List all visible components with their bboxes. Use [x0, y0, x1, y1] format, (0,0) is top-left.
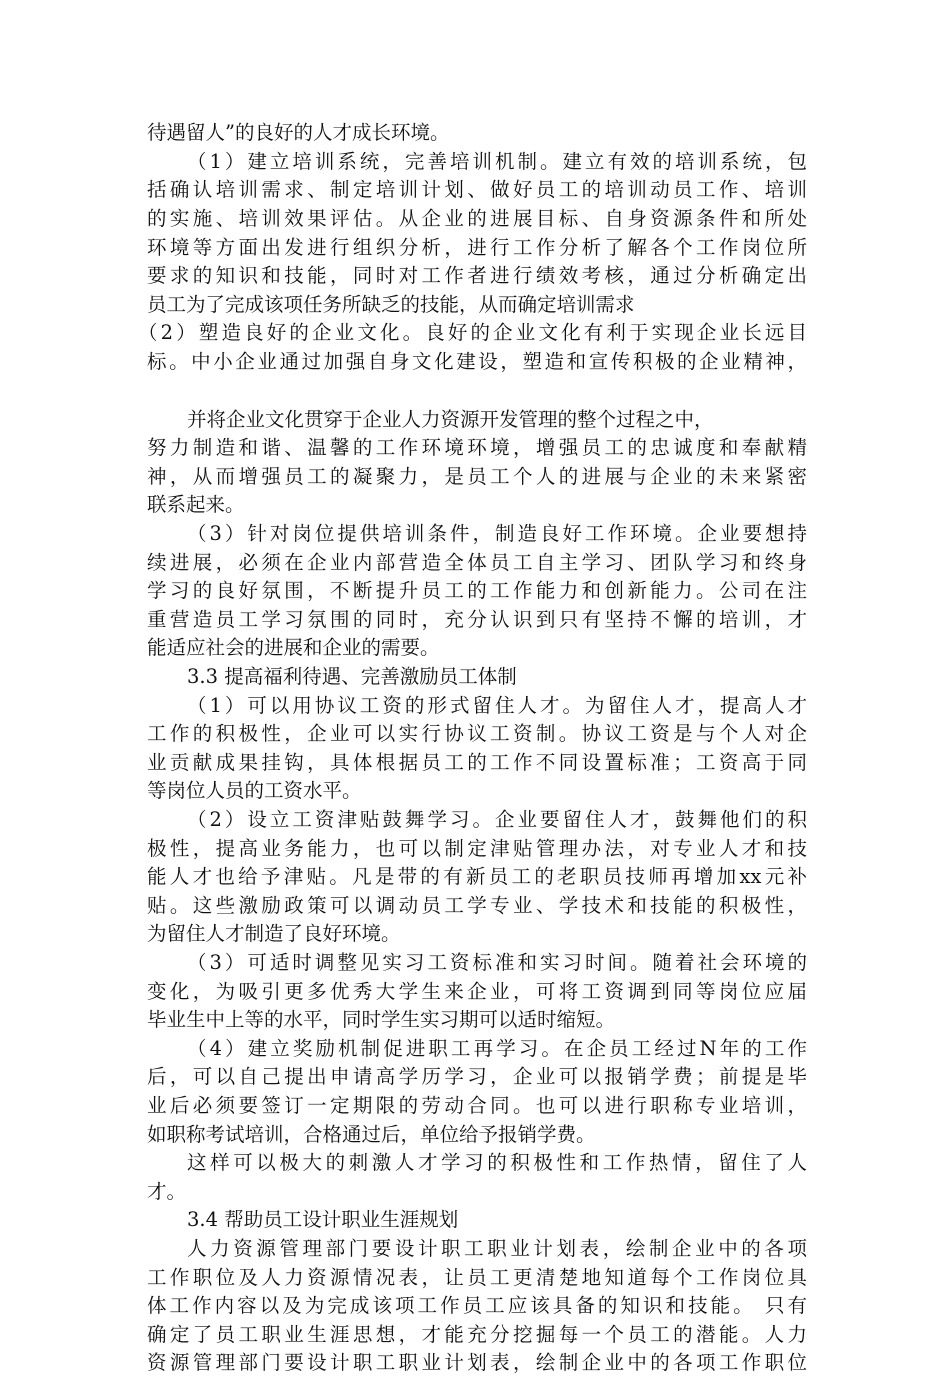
text-line: 括确认培训需求、制定培训计划、做好员工的培训动员工作、培训	[147, 178, 807, 201]
text-line: 标。中小企业通过加强自身文化建设，塑造和宣传积极的企业精神，	[147, 350, 807, 373]
text-line: 续进展，必须在企业内部营造全体员工自主学习、团队学习和终身	[147, 551, 807, 574]
text-line: 努力制造和谐、温馨的工作环境环境，增强员工的忠诚度和奉献精	[147, 436, 807, 459]
text-line: 联系起来。	[147, 493, 245, 516]
text-line: （3）针对岗位提供培训条件，制造良好工作环境。企业要想持	[187, 522, 807, 545]
text-line: （1）可以用协议工资的形式留住人才。为留住人才，提高人才	[187, 694, 807, 717]
text-line: 资源管理部门要设计职工职业计划表，绘制企业中的各项工作职位	[147, 1351, 807, 1374]
text-line: 的实施、培训效果评估。从企业的进展目标、自身资源条件和所处	[147, 207, 807, 230]
section-heading: 3.4 帮助员工设计职业生涯规划	[187, 1208, 459, 1231]
text-line: （1）建立培训系统，完善培训机制。建立有效的培训系统，包	[187, 150, 807, 173]
text-line: 要求的知识和技能，同时对工作者进行绩效考核，通过分析确定出	[147, 264, 807, 287]
text-line: 为留住人才制造了良好环境。	[147, 922, 401, 945]
text-line: 如职称考试培训，合格通过后，单位给予报销学费。	[147, 1123, 596, 1146]
text-line: （2）设立工资津贴鼓舞学习。企业要留住人才，鼓舞他们的积	[187, 808, 807, 831]
text-line: 业后必须要签订一定期限的劳动合同。也可以进行职称专业培训，	[147, 1094, 807, 1117]
text-line: （3）可适时调整见实习工资标准和实习时间。随着社会环境的	[187, 951, 807, 974]
section-heading: 3.3 提高福利待遇、完善激励员工体制	[187, 665, 517, 688]
text-line: 待遇留人”的良好的人才成长环境。	[147, 121, 450, 144]
text-line: 等岗位人员的工资水平。	[147, 779, 362, 802]
text-line: 确定了员工职业生涯思想，才能充分挖掘每一个员工的潜能。人力	[147, 1323, 807, 1346]
text-line: （2）塑造良好的企业文化。良好的企业文化有利于实现企业长远目	[138, 321, 807, 344]
text-line: 这样可以极大的刺激人才学习的积极性和工作热情，留住了人	[187, 1151, 807, 1174]
text-line: 并将企业文化贯穿于企业人力资源开发管理的整个过程之中，	[187, 408, 714, 431]
text-line: 极性，提高业务能力，也可以制定津贴管理办法，对专业人才和技	[147, 837, 807, 860]
text-line: 毕业生中上等的水平，同时学生实习期可以适时缩短。	[147, 1008, 616, 1031]
text-line: 才。	[147, 1180, 187, 1203]
text-line: 环境等方面出发进行组织分析，进行工作分析了解各个工作岗位所	[147, 236, 807, 259]
text-line: 重营造员工学习氛围的同时，充分认识到只有坚持不懈的培训，才	[147, 608, 807, 631]
text-line: 变化，为吸引更多优秀大学生来企业，可将工资调到同等岗位应届	[147, 980, 807, 1003]
text-line: 工作的积极性，企业可以实行协议工资制。协议工资是与个人对企	[147, 722, 807, 745]
text-line: （4）建立奖励机制促进职工再学习。在企员工经过N年的工作	[187, 1037, 807, 1060]
text-line: 后，可以自己提出申请高学历学习，企业可以报销学费；前提是毕	[147, 1065, 807, 1088]
text-line: 学习的良好氛围，不断提升员工的工作能力和创新能力。公司在注	[147, 579, 807, 602]
text-line: 人力资源管理部门要设计职工职业计划表，绘制企业中的各项	[187, 1237, 807, 1260]
text-line: 贴。这些激励政策可以调动员工学专业、学技术和技能的积极性，	[147, 894, 807, 917]
text-line: 业贡献成果挂钩，具体根据员工的工作不同设置标准；工资高于同	[147, 751, 807, 774]
text-line: 能适应社会的进展和企业的需要。	[147, 636, 440, 659]
text-line: 工作职位及人力资源情况表，让员工更清楚地知道每个工作岗位具	[147, 1266, 807, 1289]
text-line: 体工作内容以及为完成该项工作员工应该具备的知识和技能。 只有	[147, 1294, 807, 1317]
text-line: 员工为了完成该项任务所缺乏的技能，从而确定培训需求	[147, 293, 635, 316]
text-line: 神，从而增强员工的凝聚力，是员工个人的进展与企业的未来紧密	[147, 465, 807, 488]
text-line: 能人才也给予津贴。凡是带的有新员工的老职员技师再增加xx元补	[147, 865, 807, 888]
